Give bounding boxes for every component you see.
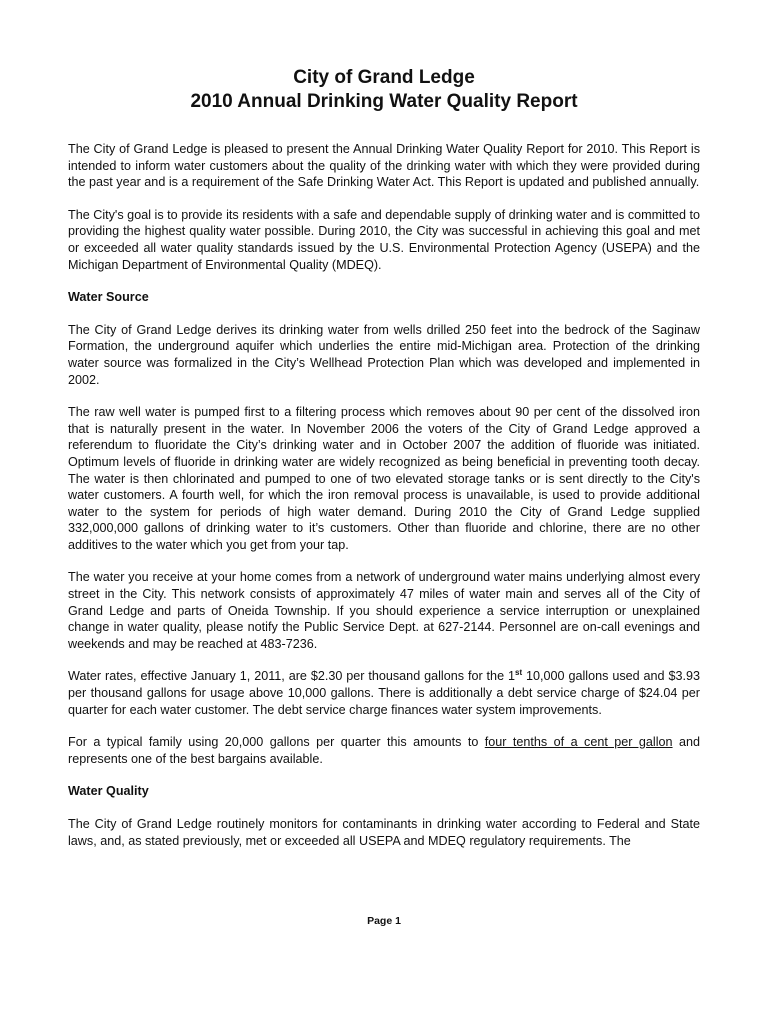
water-source-paragraph-1: The City of Grand Ledge derives its drinking water from wells drilled 250 feet into the bedrock of the Saginaw Formation, the underground aquifer which underlies the entire mid-Michigan area. Protection of the drinking water source was formalized in the City’s Wellhead Protection Plan which was developed and implemented in 2002. [68, 322, 700, 387]
section-heading-water-quality: Water Quality [68, 784, 149, 799]
section-heading-water-source: Water Source [68, 290, 149, 305]
typical-family-text-a: For a typical family using 20,000 gallons per quarter this amounts to [68, 735, 485, 750]
intro-paragraph-2: The City's goal is to provide its residents with a safe and dependable supply of drinking water and is committed to providing the highest quality water possible. During 2010, the City was successful in achieving this goal and met or exceeded all water quality standards issued by the U.S. Environmental Protection Agency (USEPA) and the Michigan Department of Environmental Quality (MDEQ). [68, 207, 700, 272]
ordinal-suffix: st [515, 668, 523, 678]
title-line-city: City of Grand Ledge [293, 67, 475, 88]
title-line-report: 2010 Annual Drinking Water Quality Report [190, 91, 578, 112]
typical-family-text-b: and represents one of the best bargains available. [68, 735, 700, 766]
water-rates-paragraph [68, 668, 700, 718]
water-rates-text-a: Water rates, effective January 1, 2011, are $2.30 per thousand gallons for the 1 [68, 669, 515, 684]
water-source-paragraph-2: The raw well water is pumped first to a filtering process which removes about 90 per cent of the dissolved iron that is naturally present in the water. In November 2006 the voters of the City of Grand Ledge approved a referendum to fluoridate the City’s drinking water and in October 2007 the addition of fluoride was initiated. Optimum levels of fluoride in drinking water are widely recognized as being beneficial in preventing tooth decay. The water is then chlorinated and pumped to one of two elevated storage tanks or is sent directly to the City's water customers. A fourth well, for which the iron removal process is unavailable, is used to provide additional water to the system for periods of high water demand. During 2010 the City of Grand Ledge supplied 332,000,000 gallons of drinking water to it’s customers. Other than fluoride and chlorine, there are no other additives to the water which you get from your tap. [68, 405, 700, 552]
intro-paragraph-1: The City of Grand Ledge is pleased to present the Annual Drinking Water Quality Report for 2010. This Report is intended to inform water customers about the quality of the drinking water with which they were provided during the past year and is a requirement of the Safe Drinking Water Act. This Report is updated and published annually. [68, 142, 700, 190]
water-quality-paragraph-1: The City of Grand Ledge routinely monitors for contaminants in drinking water according to Federal and State laws, and, as stated previously, met or exceeded all USEPA and MDEQ regulatory requirements. The [68, 817, 700, 848]
page-number: Page 1 [367, 915, 401, 927]
report-title [68, 66, 700, 114]
typical-family-paragraph [68, 734, 700, 767]
cost-per-gallon-underlined: four tenths of a cent per gallon [484, 735, 673, 750]
water-source-paragraph-3: The water you receive at your home comes from a network of underground water mains underlying almost every street in the City. This network consists of approximately 47 miles of water main and serves all of the City of Grand Ledge and parts of Oneida Township. If you should experience a service interruption or unexplained change in water quality, please notify the Public Service Dept. at 627-2144. Personnel are on-call evenings and weekends and may be reached at 483-7236. [68, 570, 700, 651]
water-rates-text-b: 10,000 gallons used and $3.93 per thousand gallons for usage above 10,000 gallons. There is additionally a debt service charge of $24.04 per quarter for each water customer. The debt service charge finances water system improvements. [68, 669, 700, 717]
